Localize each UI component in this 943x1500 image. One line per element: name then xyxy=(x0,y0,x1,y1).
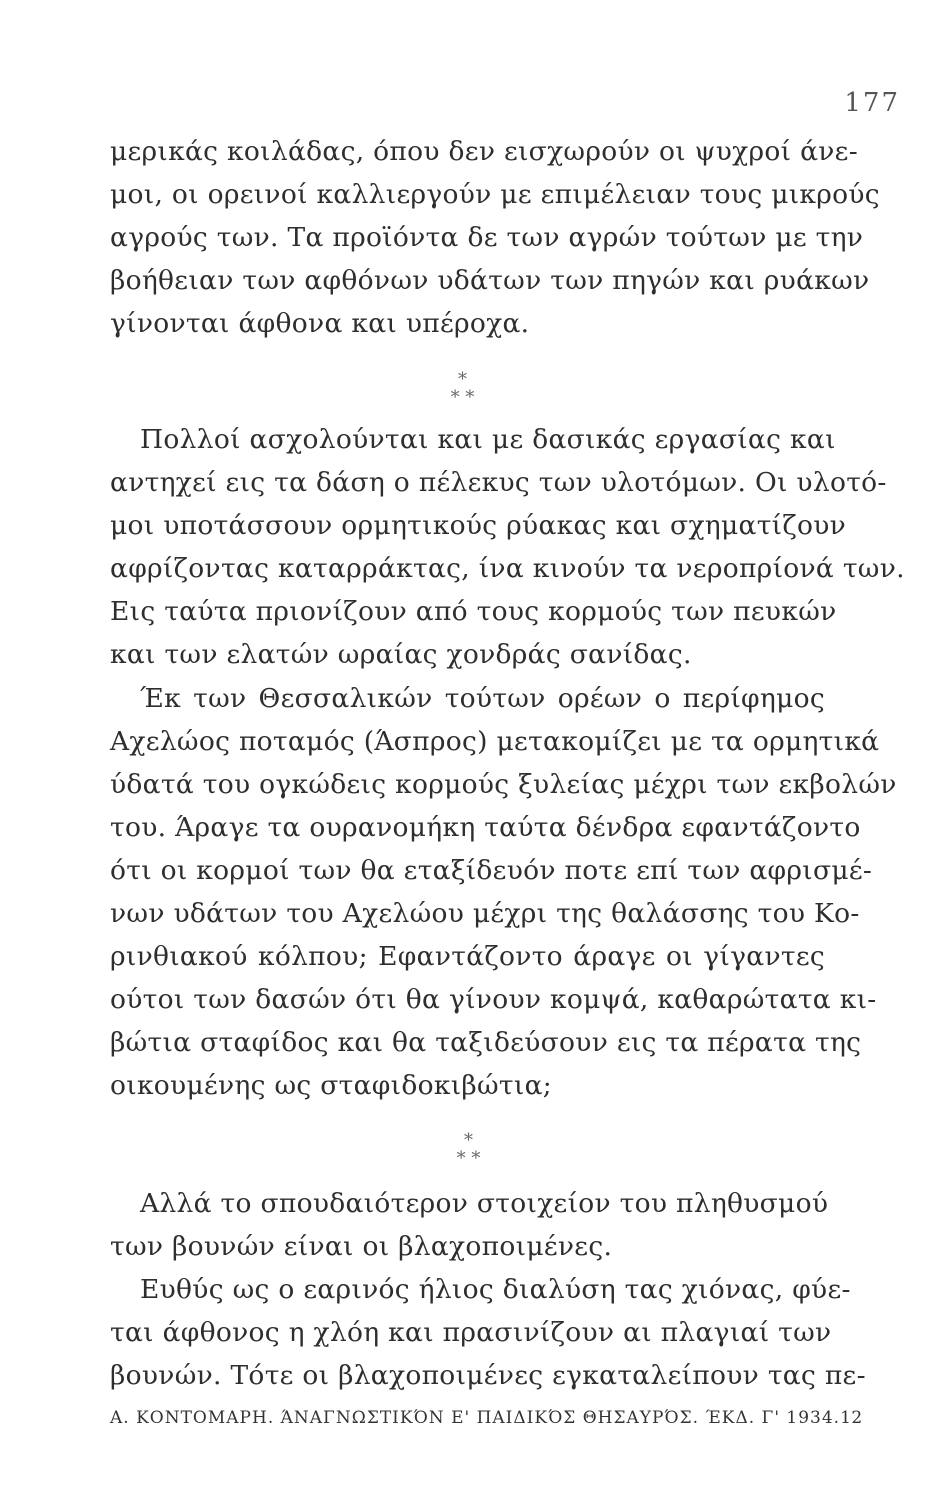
section-divider-top-star: * xyxy=(464,1130,473,1151)
footer-source: Α. ΚΟΝΤΟΜΑΡΗ. ΆΝΑΓΝΩΣΤΙΚΌΝ Ε' ΠΑΙΔΙΚΌΣ ΘΗΣΑΥΡΌΣ. ΈΚΔ. Γ' 1934. xyxy=(110,1408,841,1428)
section-divider-bottom-stars: * * xyxy=(456,1148,481,1169)
footer-signature xyxy=(110,1408,863,1428)
text-line: Έκ των Θεσσαλικών τούτων ορέων ο περίφημος xyxy=(140,683,825,714)
text-line: αφρίζοντας καταρράκτας, ίνα κινούν τα νεροπρίονά των. xyxy=(110,553,905,584)
text-line: μοι υποτάσσουν ορμητικούς ρύακας και σχηματίζουν xyxy=(110,510,847,541)
text-line: Εις ταύτα πριονίζουν από τους κορμούς των πευκών xyxy=(110,596,837,627)
text-line: βώτια σταφίδος και θα ταξιδεύσουν εις τα πέρατα της xyxy=(110,1027,862,1058)
text-line: ύδατά του ογκώδεις κορμούς ξυλείας μέχρι των εκβολών xyxy=(110,769,897,800)
text-line: αγρούς των. Τα προϊόντα δε των αγρών τούτων με την xyxy=(110,222,864,253)
footer-sheet-number: 12 xyxy=(840,1408,863,1428)
text-line: βοήθειαν των αφθόνων υδάτων των πηγών και ρυάκων xyxy=(110,265,870,296)
text-line: Αλλά το σπουδαιότερον στοιχείον του πληθυσμού xyxy=(140,1188,829,1219)
text-line: των βουνών είναι οι βλαχοποιμένες. xyxy=(110,1231,613,1262)
text-line: ότι οι κορμοί των θα εταξίδευόν ποτε επί των αφρισμέ- xyxy=(110,855,873,886)
page-number: 177 xyxy=(844,88,900,118)
text-line: του. Άραγε τα ουρανομήκη ταύτα δένδρα εφαντάζοντο xyxy=(110,812,861,843)
text-line: ται άφθονος η χλόη και πρασινίζουν αι πλαγιαί των xyxy=(110,1317,832,1348)
section-divider-bottom-stars: * * xyxy=(450,387,475,408)
text-line: Ευθύς ως ο εαρινός ήλιος διαλύση τας χιόνας, φύε- xyxy=(140,1274,851,1305)
text-line: γίνονται άφθονα και υπέροχα. xyxy=(110,308,530,339)
text-line: ρινθιακού κόλπου; Εφαντάζοντο άραγε οι γίγαντες xyxy=(110,941,825,972)
text-line: αντηχεί εις τα δάση ο πέλεκυς των υλοτόμων. Οι υλοτό- xyxy=(110,467,887,498)
text-line: νων υδάτων του Αχελώου μέχρι της θαλάσσης του Κο- xyxy=(110,898,860,929)
text-line: Πολλοί ασχολούνται και με δασικάς εργασίας και xyxy=(140,424,836,455)
text-line: Αχελώος ποταμός (Άσπρος) μετακομίζει με τα ορμητικά xyxy=(110,726,880,757)
text-line: και των ελατών ωραίας χονδράς σανίδας. xyxy=(110,639,692,670)
text-line: μερικάς κοιλάδας, όπου δεν εισχωρούν οι ψυχροί άνε- xyxy=(110,136,858,167)
section-divider-top-star: * xyxy=(458,369,467,390)
text-line: ούτοι των δασών ότι θα γίνουν κομψά, καθαρώτατα κι- xyxy=(110,984,877,1015)
text-line: βουνών. Τότε οι βλαχοποιμένες εγκαταλείπουν τας πε- xyxy=(110,1360,866,1391)
text-line: μοι, οι ορεινοί καλλιεργούν με επιμέλειαν τους μικρούς xyxy=(110,179,880,210)
text-line: οικουμένης ως σταφιδοκιβώτια; xyxy=(110,1070,553,1101)
